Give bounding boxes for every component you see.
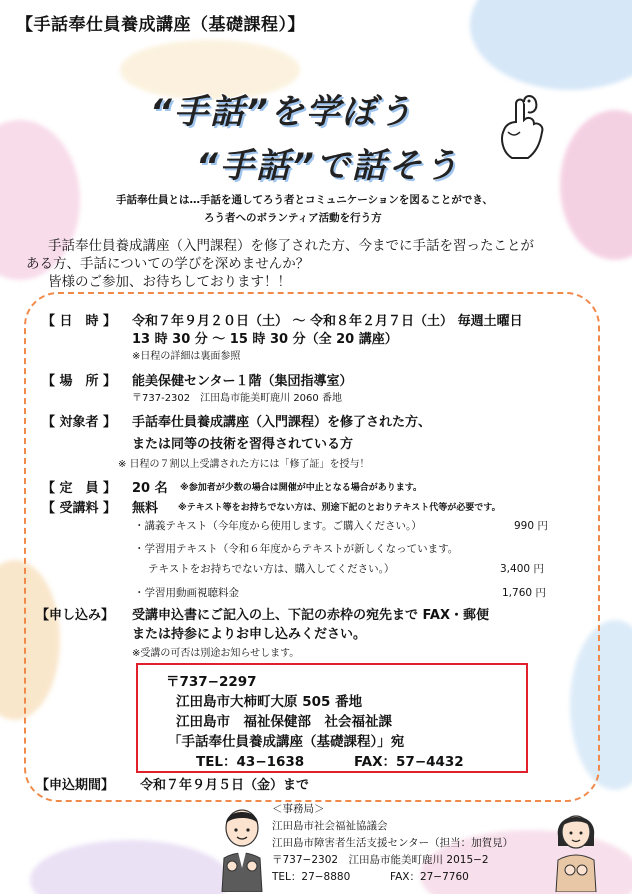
venue-address: 〒737-2302 江田島市能美町鹿川 2060 番地 <box>132 393 342 404</box>
staff-man-illustration <box>214 806 270 892</box>
hand-sign-icon <box>494 92 550 162</box>
fee-item: ・講義テキスト（今年度から使用します。ご購入ください。） <box>134 520 422 532</box>
fee-item-price: 3,400 円 <box>500 563 544 575</box>
address-line-3: 「手話奉仕員養成講座（基礎課程）」宛 <box>168 734 405 750</box>
office-tel: TEL：27−8880 <box>272 871 351 883</box>
venue-label: 【 場 所 】 <box>42 374 117 389</box>
decor-blob <box>560 110 632 260</box>
fee-item: ・学習用動画視聴料金 <box>134 587 239 599</box>
office-line-3: 〒737−2302 江田島市能美町鹿川 2015−2 <box>272 854 489 866</box>
page-title: 【手話奉仕員養成講座（基礎課程）】 <box>16 15 305 35</box>
deadline-value: 令和７年９月５日（金）まで <box>140 778 310 793</box>
apply-note: ※受講の可否は別途お知らせします。 <box>132 648 300 659</box>
schedule-note: ※日程の詳細は裏面参照 <box>132 351 241 362</box>
fee-item: テキストをお持ちでない方は、購入してください。） <box>148 563 395 575</box>
target-line-2: または同等の技術を習得されている方 <box>132 437 354 452</box>
schedule-label: 【 日 時 】 <box>42 314 117 329</box>
deadline-label: 【申込期間】 <box>36 778 115 793</box>
fee-value: 無料 <box>132 501 159 516</box>
lead-line-1: 手話奉仕員養成講座（入門課程）を修了された方、今までに手話を習ったことが <box>48 238 534 254</box>
capacity-label: 【 定 員 】 <box>42 481 117 496</box>
address-line-1: 江田島市大柿町大原 505 番地 <box>176 694 363 710</box>
fee-label: 【 受講料 】 <box>42 501 117 516</box>
target-note: ※ 日程の７割以上受講された方には「修了証」を授与！ <box>118 459 370 470</box>
office-heading: ＜事務局＞ <box>272 803 325 815</box>
fee-note: ※テキスト等をお持ちでない方は、別途下記のとおりテキスト代等が必要です。 <box>178 503 501 513</box>
decor-blob <box>30 840 230 894</box>
target-line-1: 手話奉仕員養成講座（入門課程）を修了された方、 <box>132 415 432 430</box>
address-fax: FAX：57−4432 <box>354 754 464 770</box>
apply-label: 【申し込み】 <box>36 608 115 623</box>
office-line-1: 江田島市社会福祉協議会 <box>272 820 388 832</box>
capacity-value: 20 名 <box>132 481 168 496</box>
address-line-2: 江田島市 福祉保健部 社会福祉課 <box>176 714 392 730</box>
capacity-note: ※参加者が少数の場合は開催が中止となる場合があります。 <box>180 483 423 493</box>
staff-woman-illustration <box>548 806 604 892</box>
schedule-line-2: 13 時 30 分 ～ 15 時 30 分（全 20 講座） <box>132 332 398 347</box>
address-tel: TEL：43−1638 <box>196 754 305 770</box>
slogan-line-2: “手話”で話そう <box>196 146 460 186</box>
lead-line-2: ある方、手話についての学びを深めませんか？ <box>26 256 310 272</box>
decor-blob <box>470 0 632 90</box>
office-line-2: 江田島市障害者生活支援センター（担当：加賀見） <box>272 837 514 849</box>
apply-line-2: または持参によりお申し込みください。 <box>132 627 367 642</box>
lead-line-3: 皆様のご参加、お待ちしております！！ <box>48 274 291 290</box>
intro-line-2: ろう者へのボランティア活動を行う方 <box>204 212 382 224</box>
intro-line-1: 手話奉仕員とは…手話を通してろう者とコミュニケーションを図ることができ、 <box>116 194 493 206</box>
office-fax: FAX：27−7760 <box>390 871 469 883</box>
slogan-line-1: “手話”を学ぼう <box>150 92 414 132</box>
address-postal: 〒737−2297 <box>166 674 257 690</box>
venue-name: 能美保健センター１階（集団指導室） <box>132 374 353 389</box>
fee-item-price: 1,760 円 <box>502 587 546 599</box>
apply-line-1: 受講申込書にご記入の上、下記の赤枠の宛先まで FAX・郵便 <box>132 608 489 623</box>
fee-item: ・学習用テキスト（令和６年度からテキストが新しくなっています。 <box>134 543 459 555</box>
target-label: 【 対象者 】 <box>42 415 117 430</box>
fee-item-price: 990 円 <box>514 520 548 532</box>
schedule-line-1: 令和７年９月２０日（土） ～ 令和８年２月７日（土） 毎週土曜日 <box>132 314 523 329</box>
